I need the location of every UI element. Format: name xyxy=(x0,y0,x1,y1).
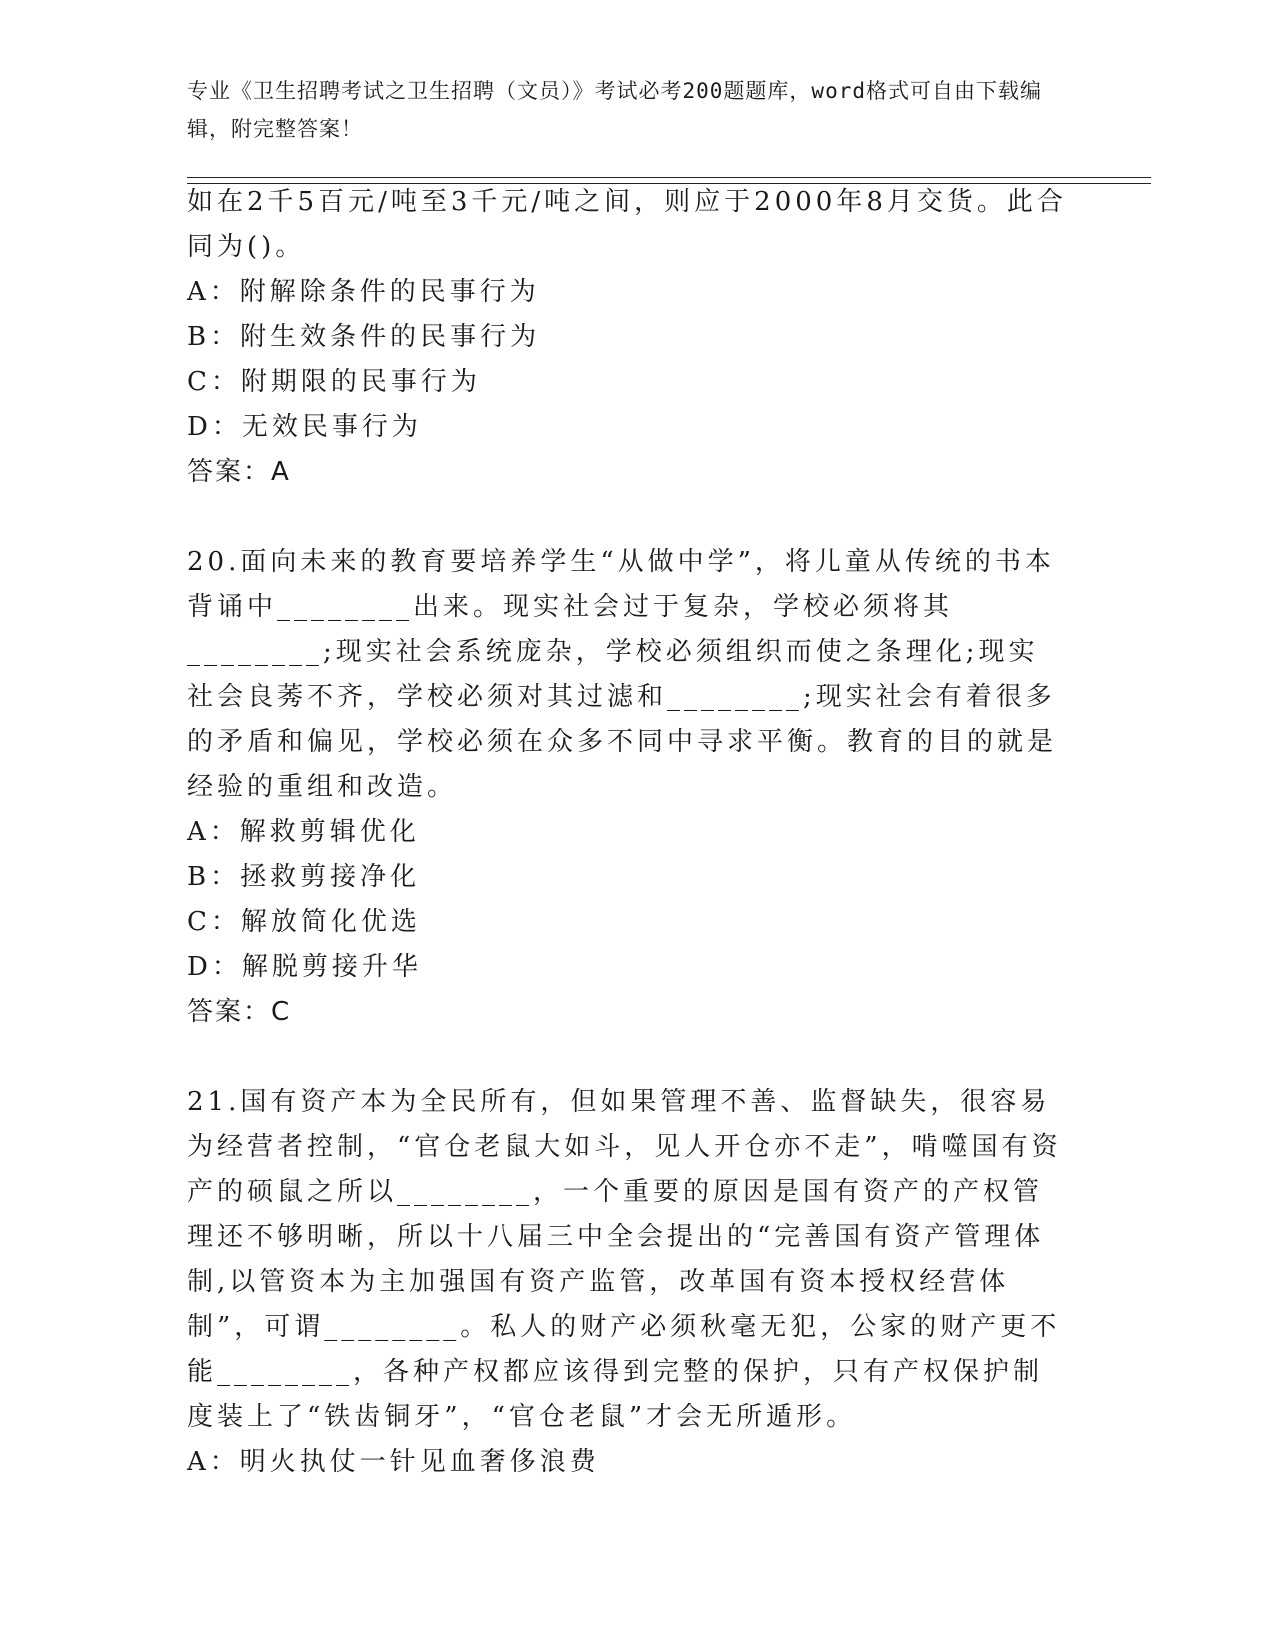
question-21 xyxy=(187,1080,1067,1485)
question-19-option-b: B：附生效条件的民事行为 xyxy=(187,322,541,352)
question-20-option-c: C：解放简化优选 xyxy=(187,907,421,937)
question-21-option-a: A：明火执仗一针见血奢侈浪费 xyxy=(187,1447,600,1477)
document-header: 专业《卫生招聘考试之卫生招聘（文员）》考试必考200题题库，word格式可自由下载编辑，附完整答案！ xyxy=(187,79,1042,141)
question-19-option-a: A：附解除条件的民事行为 xyxy=(187,277,540,307)
question-19-option-d: D：无效民事行为 xyxy=(187,412,422,442)
spacer xyxy=(187,1035,1067,1080)
question-20-text: 20.面向未来的教育要培养学生“从做中学”，将儿童从传统的书本背诵中________出来。现实社会过于复杂，学校必须将其________;现实社会系统庞杂，学校必须组织而使之条理化;现实社会良莠不齐，学校必须对其过滤和________;现实社会有着很多的矛盾和偏见，学校必须在众多不同中寻求平衡。教育的目的就是经验的重组和改造。 xyxy=(187,547,1058,802)
header-divider-top xyxy=(187,177,1151,178)
question-20-answer: 答案：C xyxy=(187,997,292,1027)
question-20-option-d: D：解脱剪接升华 xyxy=(187,952,422,982)
question-20-option-b: B：拯救剪接净化 xyxy=(187,862,421,892)
question-19-text: 如在2千5百元/吨至3千元/吨之间，则应于2000年8月交货。此合同为()。 xyxy=(187,187,1067,262)
question-20-option-a: A：解救剪辑优化 xyxy=(187,817,420,847)
question-list xyxy=(187,180,1067,1485)
question-19-answer: 答案：A xyxy=(187,457,291,487)
question-21-text: 21.国有资产本为全民所有，但如果管理不善、监督缺失，很容易为经营者控制，“官仓老鼠大如斗，见人开仓亦不走”，啃噬国有资产的硕鼠之所以________，一个重要的原因是国有资产的产权管理还不够明晰，所以十八届三中全会提出的“完善国有资产管理体制,以管资本为主加强国有资产监管，改革国有资本授权经营体制”，可谓________。私人的财产必须秋毫无犯，公家的财产更不能________，各种产权都应该得到完整的保护，只有产权保护制度装上了“铁齿铜牙”，“官仓老鼠”才会无所遁形。 xyxy=(187,1087,1062,1432)
question-19-option-c: C：附期限的民事行为 xyxy=(187,367,481,397)
question-19 xyxy=(187,180,1067,495)
question-20 xyxy=(187,540,1067,1035)
spacer xyxy=(187,495,1067,540)
